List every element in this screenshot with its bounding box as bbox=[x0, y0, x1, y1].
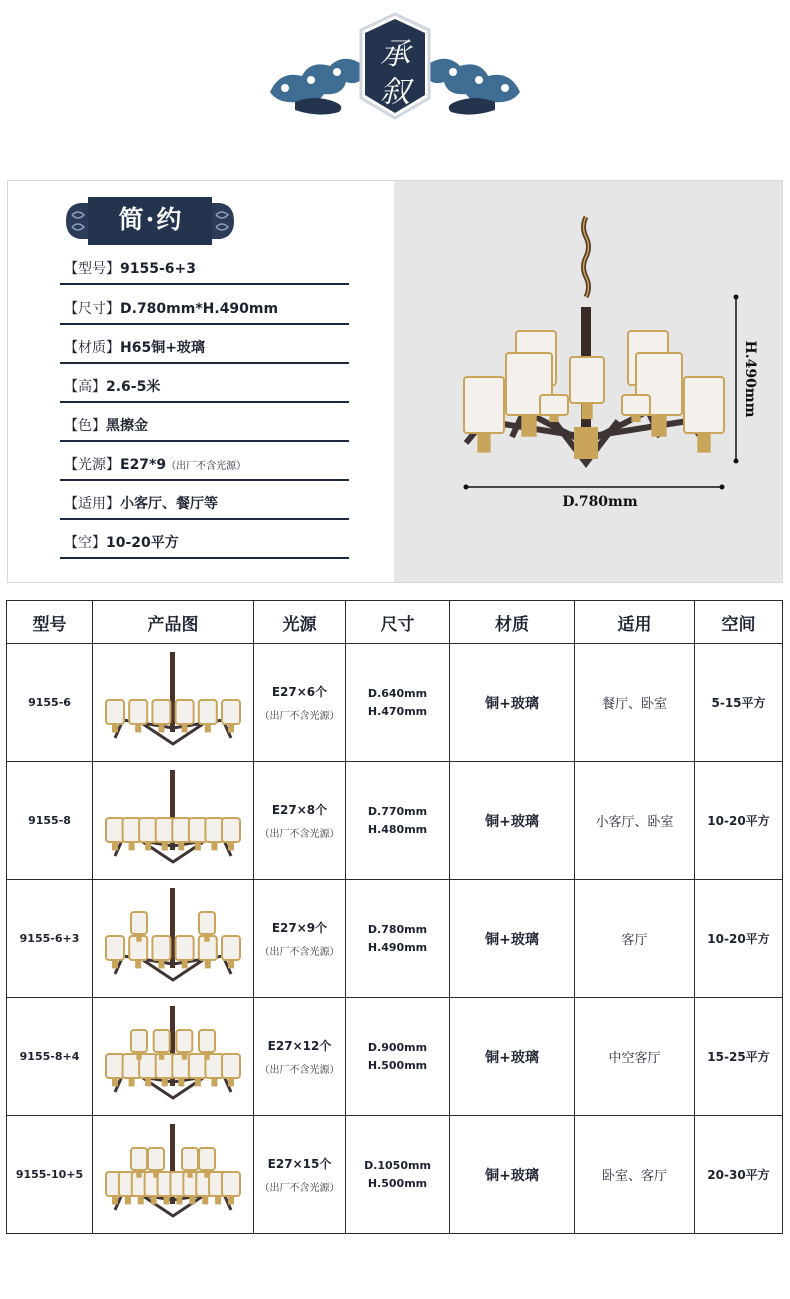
size-diameter: D.1050mm bbox=[364, 1158, 431, 1172]
product-photo-panel bbox=[394, 181, 782, 582]
cell-material: 铜+玻璃 bbox=[450, 644, 575, 762]
shade-holder bbox=[112, 842, 118, 850]
shade-holder bbox=[178, 842, 184, 850]
shade-holder bbox=[136, 1170, 141, 1178]
shade-holder bbox=[112, 724, 118, 732]
shade-holder bbox=[138, 1196, 144, 1204]
shade-holder bbox=[521, 415, 536, 437]
glass-shade bbox=[540, 395, 568, 415]
table-row bbox=[7, 644, 783, 762]
cell-light bbox=[254, 998, 346, 1116]
glass-shade bbox=[189, 1054, 207, 1078]
table-row bbox=[7, 1116, 783, 1234]
size-diameter: D.770mm bbox=[367, 804, 428, 818]
header-use: 适用 bbox=[575, 601, 695, 644]
light-note: （出厂不含光源） bbox=[259, 711, 340, 722]
glass-shade bbox=[152, 936, 170, 960]
cell-use: 卧室、客厅 bbox=[575, 1116, 695, 1234]
cell-use: 小客厅、卧室 bbox=[575, 762, 695, 880]
shade-holder bbox=[228, 842, 234, 850]
height-dimension-label: H.490mm bbox=[742, 340, 758, 418]
table-row bbox=[7, 880, 783, 998]
cell-space: 20-30平方 bbox=[695, 1116, 783, 1234]
shade-holder bbox=[159, 1052, 164, 1060]
table-row bbox=[7, 998, 783, 1116]
glass-shade bbox=[106, 1054, 124, 1078]
glass-shade bbox=[182, 1148, 198, 1170]
spec-text bbox=[64, 298, 278, 318]
shade-holder bbox=[189, 1196, 195, 1204]
shade-holder bbox=[182, 1052, 187, 1060]
glass-shade bbox=[199, 1148, 215, 1170]
cell-size bbox=[346, 880, 450, 998]
size-height: H.500mm bbox=[367, 1058, 428, 1072]
glass-shade bbox=[172, 818, 190, 842]
header-model: 型号 bbox=[7, 601, 93, 644]
shade-holder bbox=[228, 1078, 234, 1086]
light-spec: E27×8个 bbox=[271, 803, 328, 817]
spec-row bbox=[60, 336, 349, 364]
glass-shade bbox=[154, 1030, 170, 1052]
glass-shade bbox=[222, 936, 240, 960]
shade-holder bbox=[158, 724, 164, 732]
size-diameter: D.900mm bbox=[367, 1040, 428, 1054]
spec-label: 【尺寸】 bbox=[64, 301, 120, 317]
shade-holder bbox=[549, 415, 558, 422]
glass-shade bbox=[129, 700, 147, 724]
shade-holder bbox=[631, 415, 640, 422]
glass-shade bbox=[199, 1030, 215, 1052]
spec-value: 小客厅、餐厅等 bbox=[120, 496, 218, 512]
cell-space: 15-25平方 bbox=[695, 998, 783, 1116]
shade-holder bbox=[129, 842, 135, 850]
cell-size bbox=[346, 998, 450, 1116]
shade-holder bbox=[151, 1196, 157, 1204]
spec-value: 黑擦金 bbox=[106, 418, 148, 434]
cell-light bbox=[254, 762, 346, 880]
spec-text bbox=[64, 258, 196, 278]
shade-holder bbox=[145, 1078, 151, 1086]
glass-shade bbox=[176, 936, 194, 960]
header-space: 空间 bbox=[695, 601, 783, 644]
shade-holder bbox=[228, 724, 234, 732]
shade-holder bbox=[176, 1196, 182, 1204]
cell-light bbox=[254, 644, 346, 762]
glass-shade bbox=[222, 700, 240, 724]
spec-text bbox=[64, 454, 246, 474]
spec-value: 10-20平方 bbox=[106, 535, 179, 551]
shade-holder bbox=[215, 1196, 221, 1204]
cell-model: 9155-8+4 bbox=[7, 998, 93, 1116]
glass-shade bbox=[622, 395, 650, 415]
shade-holder bbox=[125, 1196, 131, 1204]
cell-light bbox=[254, 1116, 346, 1234]
glass-shade bbox=[131, 1030, 147, 1052]
cell-model: 9155-6+3 bbox=[7, 880, 93, 998]
shade-holder bbox=[136, 934, 141, 942]
spec-note: （出厂不含光源） bbox=[166, 461, 247, 472]
glass-shade bbox=[152, 700, 170, 724]
cell-material: 铜+玻璃 bbox=[450, 880, 575, 998]
cell-material: 铜+玻璃 bbox=[450, 1116, 575, 1234]
spec-value: 2.6-5米 bbox=[106, 379, 161, 395]
shade-holder bbox=[135, 960, 141, 968]
shade-holder bbox=[205, 960, 211, 968]
glass-shade bbox=[176, 700, 194, 724]
cell-model: 9155-8 bbox=[7, 762, 93, 880]
shade-holder bbox=[228, 960, 234, 968]
spec-row bbox=[60, 257, 349, 285]
cell-photo bbox=[93, 998, 254, 1116]
shade-holder bbox=[112, 1196, 118, 1204]
light-note: （出厂不含光源） bbox=[259, 1183, 340, 1194]
glass-shade bbox=[106, 936, 124, 960]
right-cloud-ornament bbox=[425, 59, 520, 115]
glass-shade bbox=[205, 818, 223, 842]
logo-char-2: 叙 bbox=[380, 75, 410, 110]
glass-shade bbox=[176, 1030, 192, 1052]
shade-holder bbox=[153, 1170, 158, 1178]
light-note: （出厂不含光源） bbox=[259, 829, 340, 840]
light-spec: E27×12个 bbox=[267, 1039, 332, 1053]
shade-holder bbox=[136, 1052, 141, 1060]
shade-holder bbox=[204, 1170, 209, 1178]
cell-space: 10-20平方 bbox=[695, 880, 783, 998]
light-spec: E27×9个 bbox=[271, 921, 328, 935]
spec-text bbox=[64, 337, 205, 357]
spec-value: D.780mm*H.490mm bbox=[120, 301, 279, 317]
glass-shade bbox=[222, 1172, 240, 1196]
glass-shade bbox=[222, 1054, 240, 1078]
spec-row bbox=[60, 453, 349, 481]
spec-label: 【型号】 bbox=[64, 261, 120, 277]
chandelier-photo bbox=[394, 181, 782, 582]
shade-holder bbox=[178, 1078, 184, 1086]
spec-text bbox=[64, 532, 179, 552]
light-spec: E27×15个 bbox=[267, 1157, 332, 1171]
cell-photo bbox=[93, 1116, 254, 1234]
cell-use: 中空客厅 bbox=[575, 998, 695, 1116]
shade-holder bbox=[164, 1196, 170, 1204]
glass-shade bbox=[570, 357, 604, 403]
glass-shade bbox=[148, 1148, 164, 1170]
shade-holder bbox=[162, 842, 168, 850]
shade-holder bbox=[204, 1052, 209, 1060]
shade-holder bbox=[135, 724, 141, 732]
spec-label: 【适用】 bbox=[64, 496, 120, 512]
chandelier-thumbnail bbox=[103, 884, 243, 994]
cell-photo bbox=[93, 762, 254, 880]
shade-holder bbox=[129, 1078, 135, 1086]
size-height: H.490mm bbox=[367, 940, 428, 954]
glass-shade bbox=[139, 1054, 157, 1078]
header-material: 材质 bbox=[450, 601, 575, 644]
size-height: H.500mm bbox=[367, 1176, 428, 1190]
light-note: （出厂不含光源） bbox=[259, 947, 340, 958]
glass-shade bbox=[684, 377, 724, 433]
glass-shade bbox=[106, 700, 124, 724]
spec-label: 【光源】 bbox=[64, 457, 120, 473]
spec-value: 9155-6+3 bbox=[120, 261, 196, 277]
spec-label: 【空】 bbox=[64, 535, 106, 551]
product-spec-card bbox=[7, 180, 783, 583]
left-cloud-ornament bbox=[270, 59, 365, 115]
chandelier-thumbnail bbox=[103, 766, 243, 876]
spec-value: H65铜+玻璃 bbox=[120, 340, 205, 356]
shade-holder bbox=[477, 433, 490, 453]
chandelier-thumbnail bbox=[103, 1120, 243, 1230]
glass-shade bbox=[172, 1054, 190, 1078]
glass-shade bbox=[222, 818, 240, 842]
shade-holder bbox=[195, 842, 201, 850]
cell-photo bbox=[93, 644, 254, 762]
shade-holder bbox=[182, 960, 188, 968]
logo-char-1: 承 bbox=[380, 37, 410, 72]
cell-space: 5-15平方 bbox=[695, 644, 783, 762]
table-header-row bbox=[7, 601, 783, 644]
glass-shade bbox=[139, 818, 157, 842]
center-ornament bbox=[574, 427, 598, 459]
cell-photo bbox=[93, 880, 254, 998]
shade-holder bbox=[187, 1170, 192, 1178]
shade-holder bbox=[112, 1078, 118, 1086]
shade-holder bbox=[145, 842, 151, 850]
spec-label: 【高】 bbox=[64, 379, 106, 395]
size-height: H.480mm bbox=[367, 822, 428, 836]
spec-text bbox=[64, 493, 218, 513]
glass-shade bbox=[464, 377, 504, 433]
shade-holder bbox=[211, 842, 217, 850]
size-diameter: D.640mm bbox=[367, 686, 428, 700]
spec-text bbox=[64, 376, 160, 396]
spec-label: 【色】 bbox=[64, 418, 106, 434]
glass-shade bbox=[189, 818, 207, 842]
series-title: 简·约 bbox=[118, 205, 184, 234]
shade-holder bbox=[204, 934, 209, 942]
light-note: （出厂不含光源） bbox=[259, 1065, 340, 1076]
cell-size bbox=[346, 762, 450, 880]
shade-holder bbox=[112, 960, 118, 968]
shade-holder bbox=[651, 415, 666, 437]
cell-use: 餐厅、卧室 bbox=[575, 644, 695, 762]
header-size: 尺寸 bbox=[346, 601, 450, 644]
spec-row bbox=[60, 531, 349, 559]
spec-row bbox=[60, 414, 349, 442]
glass-shade bbox=[199, 912, 215, 934]
shade-holder bbox=[211, 1078, 217, 1086]
light-spec: E27×6个 bbox=[271, 685, 328, 699]
spec-panel bbox=[8, 181, 394, 582]
glass-shade bbox=[156, 818, 174, 842]
spec-row bbox=[60, 297, 349, 325]
cell-model: 9155-10+5 bbox=[7, 1116, 93, 1234]
shade-holder bbox=[228, 1196, 234, 1204]
chandelier-thumbnail bbox=[103, 648, 243, 758]
header-photo: 产品图 bbox=[93, 601, 254, 644]
cell-material: 铜+玻璃 bbox=[450, 998, 575, 1116]
chandelier-thumbnail bbox=[103, 1002, 243, 1112]
cell-model: 9155-6 bbox=[7, 644, 93, 762]
shade-holder bbox=[205, 724, 211, 732]
brand-logo bbox=[265, 10, 525, 122]
shade-holder bbox=[195, 1078, 201, 1086]
shade-holder bbox=[581, 403, 592, 419]
spec-row bbox=[60, 375, 349, 403]
shade-holder bbox=[697, 433, 710, 453]
shade-holder bbox=[158, 960, 164, 968]
shade-holder bbox=[182, 724, 188, 732]
table-row bbox=[7, 762, 783, 880]
spec-value: E27*9 bbox=[120, 457, 167, 473]
glass-shade bbox=[123, 818, 141, 842]
header-light: 光源 bbox=[254, 601, 346, 644]
cell-space: 10-20平方 bbox=[695, 762, 783, 880]
size-height: H.470mm bbox=[367, 704, 428, 718]
shade-holder bbox=[162, 1078, 168, 1086]
spec-label: 【材质】 bbox=[64, 340, 120, 356]
model-spec-table bbox=[6, 600, 783, 1234]
glass-shade bbox=[199, 700, 217, 724]
cell-size bbox=[346, 1116, 450, 1234]
width-dimension-label: D.780mm bbox=[562, 494, 638, 510]
size-diameter: D.780mm bbox=[367, 922, 428, 936]
cell-light bbox=[254, 880, 346, 998]
shade-holder bbox=[202, 1196, 208, 1204]
spec-text bbox=[64, 415, 148, 435]
glass-shade bbox=[156, 1054, 174, 1078]
cell-use: 客厅 bbox=[575, 880, 695, 998]
glass-shade bbox=[106, 818, 124, 842]
cell-size bbox=[346, 644, 450, 762]
glass-shade bbox=[131, 912, 147, 934]
glass-shade bbox=[131, 1148, 147, 1170]
cell-material: 铜+玻璃 bbox=[450, 762, 575, 880]
spec-row bbox=[60, 492, 349, 520]
